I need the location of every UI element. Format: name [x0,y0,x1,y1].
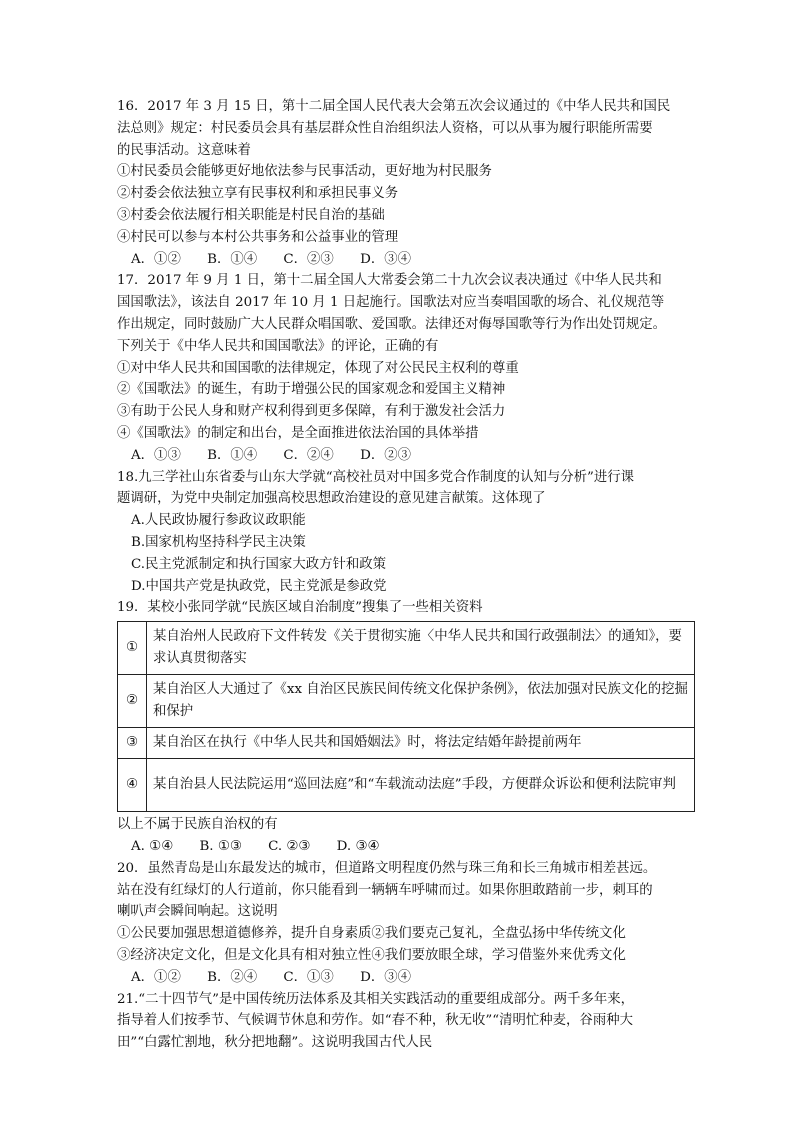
choice-b: B．②④ [207,969,258,985]
statement-option: ②村委会依法独立享有民事权利和承担民事义务 [117,186,399,202]
question-prompt: 以上不属于民族自治权的有 [117,817,278,833]
table-row [118,675,695,728]
choice-a: A. ①④ [131,838,174,854]
choice-c: C．①③ [283,969,334,985]
material-table [117,621,695,812]
row-text: 某自治县人民法院运用“巡回法庭”和“车载流动法庭”手段，方便群众诉讼和便利法院审判 [147,759,695,812]
statement-option: ①村民委员会能够更好地依法参与民事活动，更好地为村民服务 [117,164,492,180]
choice-d: D.中国共产党是执政党，民主党派是参政党 [131,578,387,594]
choice-d: D．③④ [360,969,411,985]
statement-option: ③村委会依法履行相关职能是村民自治的基础 [117,207,385,223]
statement-option: ①公民要加强思想道德修养，提升自身素质②我们要克己复礼，全盘弘扬中华传统文化 [117,926,626,942]
question-18 [117,467,697,598]
question-stem-line: 19．某校小张同学就“民族区域自治制度”搜集了一些相关资料 [117,600,483,616]
choice-d: D．③④ [360,251,411,267]
table-row [118,728,695,759]
statement-option: ④村民可以参与本村公共事务和公益事业的管理 [117,229,399,245]
question-stem-line: 的民事活动。这意味着 [117,142,251,158]
question-stem-line: 21.“二十四节气”是中国传统历法体系及其相关实践活动的重要组成部分。两千多年来， [117,991,635,1007]
question-20 [117,858,697,989]
choice-a: A．①② [131,251,181,267]
question-stem-line: 国国歌法》，该法自 2017 年 10 月 1 日起施行。国歌法对应当奏唱国歌的场合、礼仪规范等 [117,295,665,311]
row-number: ③ [118,728,147,759]
question-17 [117,270,697,466]
statement-option: ③经济决定文化，但是文化具有相对独立性④我们要放眼全球，学习借鉴外来优秀文化 [117,947,626,963]
question-stem-line: 喇叭声会瞬间响起。这说明 [117,904,278,920]
question-stem-line: 指导着人们按季节、气候调节休息和劳作。如“春不种，秋无收”“清明忙种麦，谷雨种大 [117,1013,633,1029]
question-stem-line: 16．2017 年 3 月 15 日，第十二届全国人民代表大会第五次会议通过的《中华人民共和国民 [117,99,671,114]
question-19 [117,597,697,857]
table-row [118,759,695,812]
choice-d: D. ③④ [336,838,380,854]
question-stem-line: 18.九三学社山东省委与山东大学就“高校社员对中国多党合作制度的认知与分析”进行课 [117,469,635,485]
choice-c: C．②④ [283,447,334,463]
exam-page [117,0,697,1054]
question-stem-line: 法总则》规定：村民委员会具有基层群众性自治组织法人资格，可以从事为履行职能所需要 [117,120,653,136]
row-number: ④ [118,759,147,812]
table-row [118,622,695,675]
question-stem-line: 站在没有红绿灯的人行道前，你只能看到一辆辆车呼啸而过。如果你胆敢踏前一步，刺耳的 [117,882,653,898]
question-stem-line: 20．虽然青岛是山东最发达的城市，但道路文明程度仍然与珠三角和长三角城市相差甚远。 [117,860,657,876]
statement-option: ②《国歌法》的诞生，有助于增强公民的国家观念和爱国主义精神 [117,382,506,398]
answer-choices [117,836,697,858]
question-16 [117,96,697,270]
statement-option: ①对中华人民共和国国歌的法律规定，体现了对公民民主权利的尊重 [117,360,519,376]
row-number: ① [118,622,147,675]
row-text: 某自治州人民政府下文件转发《关于贯彻实施〈中华人民共和国行政强制法〉的通知》，要求认真贯彻落实 [147,622,695,675]
choice-d: D．②③ [360,447,411,463]
choice-b: B．①④ [207,251,258,267]
choice-c: C. ②③ [268,838,311,854]
choice-c: C.民主党派制定和执行国家大政方针和政策 [131,556,387,572]
choice-b: B．①④ [207,447,258,463]
choice-a: A．①② [131,969,181,985]
choice-c: C．②③ [283,251,334,267]
answer-choices [117,967,697,989]
answer-choices [117,249,697,271]
question-21 [117,989,697,1054]
question-stem-line: 田”“白露忙割地，秋分把地翻”。这说明我国古代人民 [117,1035,433,1051]
statement-option: ③有助于公民人身和财产权利得到更多保障，有利于激发社会活力 [117,404,506,420]
question-stem-line: 17．2017 年 9 月 1 日，第十二届全国人大常委会第二十九次会议表决通过《中华人民共和 [117,273,662,289]
choice-a: A．①③ [131,447,181,463]
question-stem-line: 作出规定，同时鼓励广大人民群众唱国歌、爱国歌。法律还对侮辱国歌等行为作出处罚规定。 [117,316,667,332]
question-stem-line: 题调研，为党中央制定加强高校思想政治建设的意见建言献策。这体现了 [117,491,546,507]
answer-choices [117,445,697,467]
row-text: 某自治区人大通过了《xx 自治区民族民间传统文化保护条例》，依法加强对民族文化的挖掘和保护 [147,675,695,728]
statement-option: ④《国歌法》的制定和出台，是全面推进依法治国的具体举措 [117,425,479,441]
choice-a: A.人民政协履行参政议政职能 [131,513,306,529]
choice-b: B. ①③ [199,838,242,854]
row-text: 某自治区在执行《中华人民共和国婚姻法》时，将法定结婚年龄提前两年 [147,728,695,759]
question-stem-line: 下列关于《中华人民共和国国歌法》的评论，正确的有 [117,338,439,354]
row-number: ② [118,675,147,728]
choice-b: B.国家机构坚持科学民主决策 [131,534,306,550]
